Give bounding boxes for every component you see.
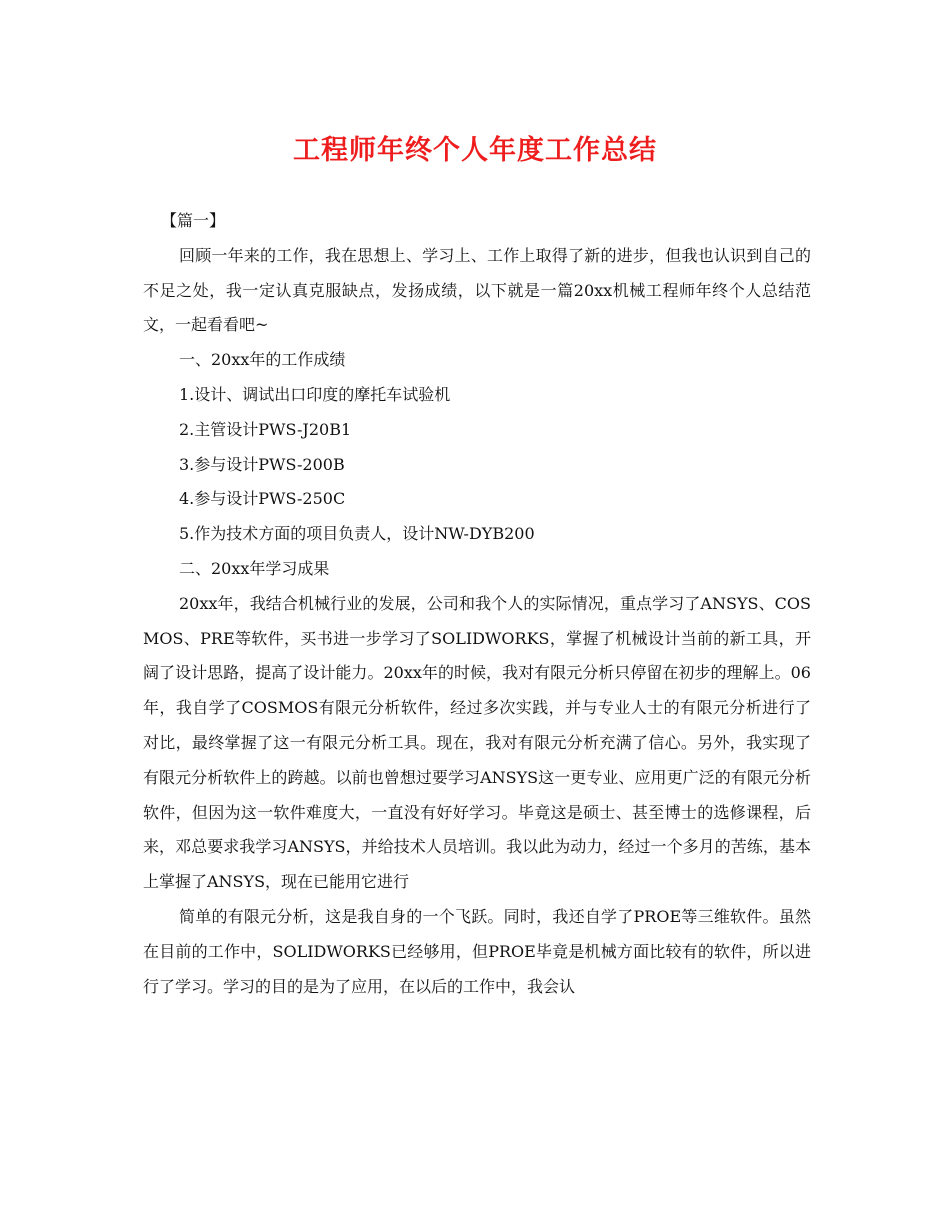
paragraph-study: 20xx年，我结合机械行业的发展，公司和我个人的实际情况，重点学习了ANSYS、COSMOS、PRE等软件，买书进一步学习了SOLIDWORKS，掌握了机械设计当前的新工具，开阔了设计思路，提高了设计能力。20xx年的时候，我对有限元分析只停留在初步的理解上。06年，我自学了COSMOS有限元分析软件，经过多次实践，并与专业人士的有限元分析进行了对比，最终掌握了这一有限元分析工具。现在，我对有限元分析充满了信心。另外，我实现了有限元分析软件上的跨越。以前也曾想过要学习ANSYS这一更专业、应用更广泛的有限元分析软件，但因为这一软件难度大，一直没有好好学习。毕竟这是硕士、甚至博士的选修课程，后来，邓总要求我学习ANSYS，并给技术人员培训。我以此为动力，经过一个多月的苦练，基本上掌握了ANSYS，现在已能用它进行 (143, 593, 811, 892)
section-title-work: 一、20xx年的工作成绩 (179, 350, 346, 370)
list-item: 5.作为技术方面的项目负责人，设计NW-DYB200 (179, 524, 535, 544)
document-body (143, 204, 811, 1004)
paragraph-continued: 简单的有限元分析，这是我自身的一个飞跃。同时，我还自学了PROE等三维软件。虽然在目前的工作中，SOLIDWORKS已经够用，但PROE毕竟是机械方面比较有的软件，所以进行了学习。学习的目的是为了应用，在以后的工作中，我会认 (143, 906, 811, 996)
section-title-study: 二、20xx年学习成果 (179, 558, 330, 578)
list-item: 1.设计、调试出口印度的摩托车试验机 (179, 384, 451, 404)
list-item: 2.主管设计PWS-J20B1 (179, 419, 352, 439)
paragraph-intro: 回顾一年来的工作，我在思想上、学习上、工作上取得了新的进步，但我也认识到自己的不足之处，我一定认真克服缺点，发扬成绩，以下就是一篇20xx机械工程师年终个人总结范文，一起看看吧~ (143, 245, 811, 335)
list-item: 4.参与设计PWS-250C (179, 489, 346, 509)
list-item: 3.参与设计PWS-200B (179, 454, 345, 474)
document-title: 工程师年终个人年度工作总结 (293, 135, 657, 166)
section-heading: 【篇一】 (161, 211, 226, 230)
